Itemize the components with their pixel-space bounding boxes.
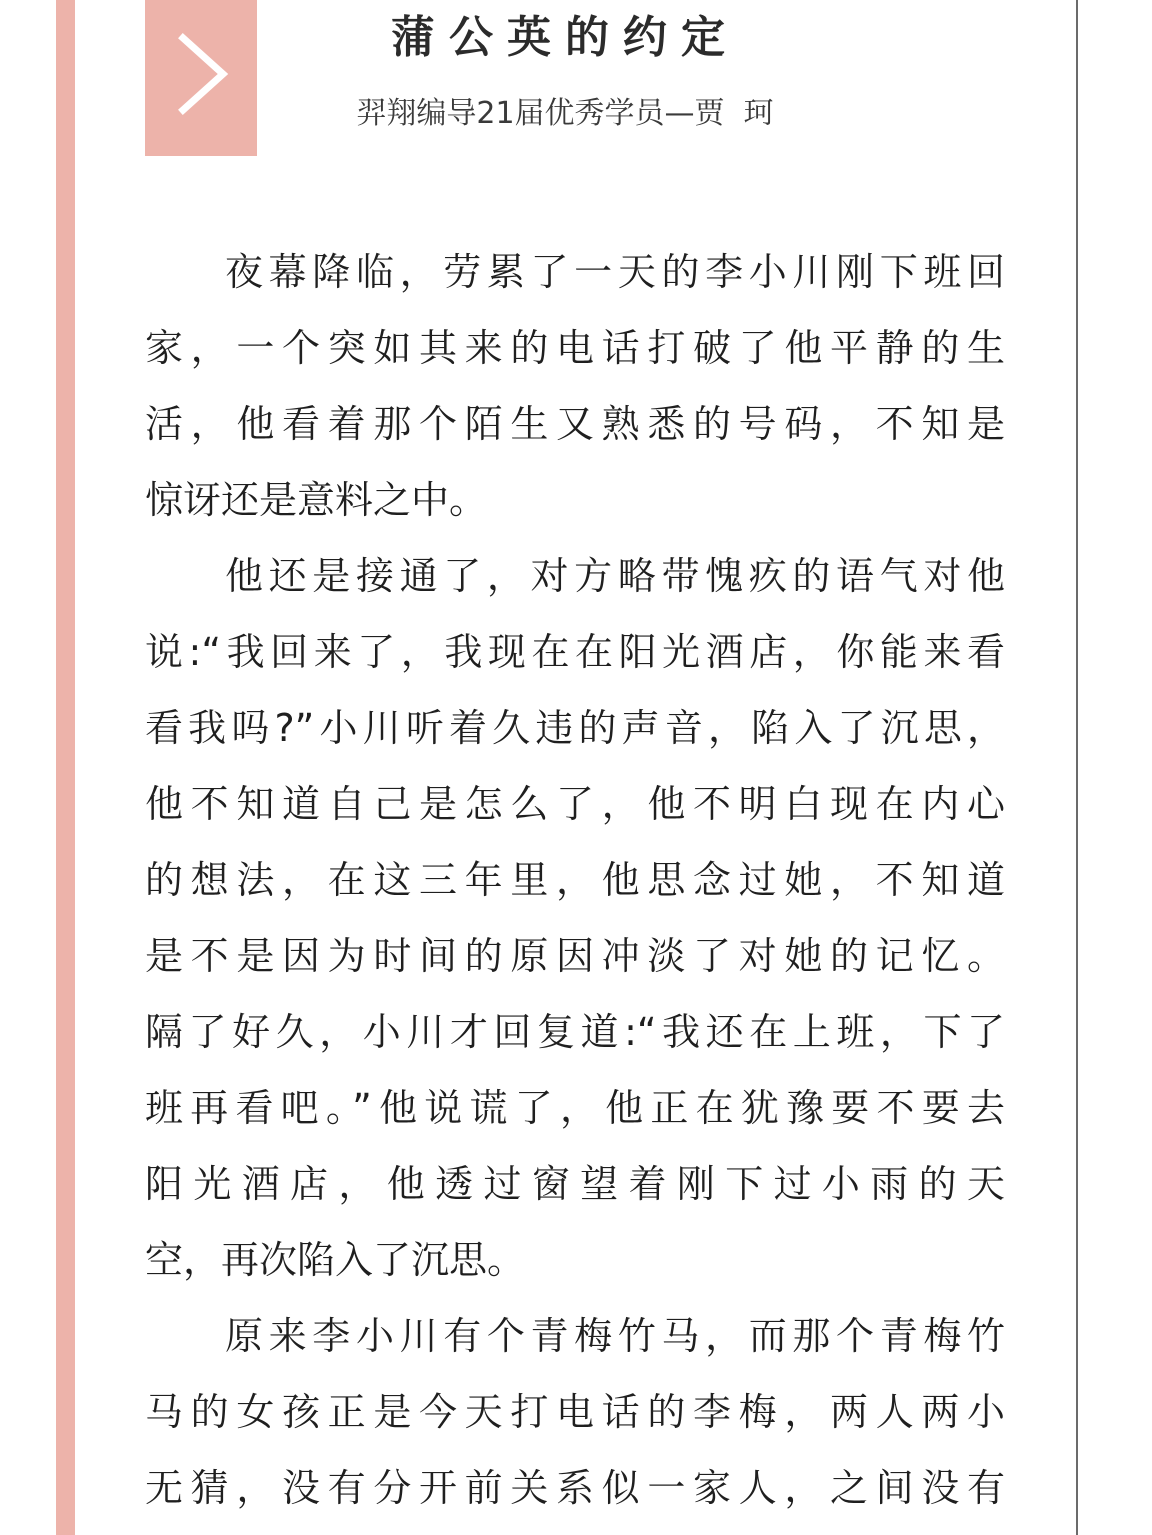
article-title: 蒲公英的约定 — [391, 12, 739, 63]
paragraph-line: 马的女孩正是今天打电话的李梅，两人两小 — [145, 1390, 1005, 1434]
header-arrow-badge — [145, 0, 257, 156]
article-author: 羿翔编导21届优秀学员—贾 珂 — [356, 96, 774, 131]
decorative-left-stripe — [56, 0, 75, 1535]
chevron-right-icon — [145, 0, 257, 156]
paragraph-line: 他不知道自己是怎么了，他不明白现在内心 — [145, 782, 1005, 826]
paragraph-line: 阳光酒店，他透过窗望着刚下过小雨的天 — [145, 1162, 1005, 1206]
article-body — [145, 234, 1005, 1526]
paragraph-line: 隔了好久，小川才回复道:“我还在上班，下了 — [145, 1010, 1005, 1054]
paragraph-line: 夜幕降临，劳累了一天的李小川刚下班回 — [225, 250, 1005, 294]
paragraph-line: 空，再次陷入了沉思。 — [145, 1238, 526, 1282]
paragraph-line: 他还是接通了，对方略带愧疚的语气对他 — [225, 554, 1005, 598]
paragraph-line: 的想法，在这三年里，他思念过她，不知道 — [145, 858, 1005, 902]
paragraph-line: 原来李小川有个青梅竹马，而那个青梅竹 — [225, 1314, 1005, 1358]
paragraph-line: 活，他看着那个陌生又熟悉的号码，不知是 — [145, 402, 1005, 446]
paragraph-line: 班再看吧。”他说谎了，他正在犹豫要不要去 — [145, 1086, 1005, 1130]
paragraph-line: 无猜，没有分开前关系似一家人，之间没有 — [145, 1466, 1005, 1510]
paragraph-line: 惊讶还是意料之中。 — [145, 478, 488, 522]
paragraph-line: 家，一个突如其来的电话打破了他平静的生 — [145, 326, 1005, 370]
paragraph-line: 看我吗?”小川听着久违的声音，陷入了沉思， — [145, 706, 1005, 750]
paragraph-line: 是不是因为时间的原因冲淡了对她的记忆。 — [145, 934, 1005, 978]
decorative-right-border — [1076, 0, 1078, 1535]
paragraph-line: 说:“我回来了，我现在在阳光酒店，你能来看 — [145, 630, 1005, 674]
